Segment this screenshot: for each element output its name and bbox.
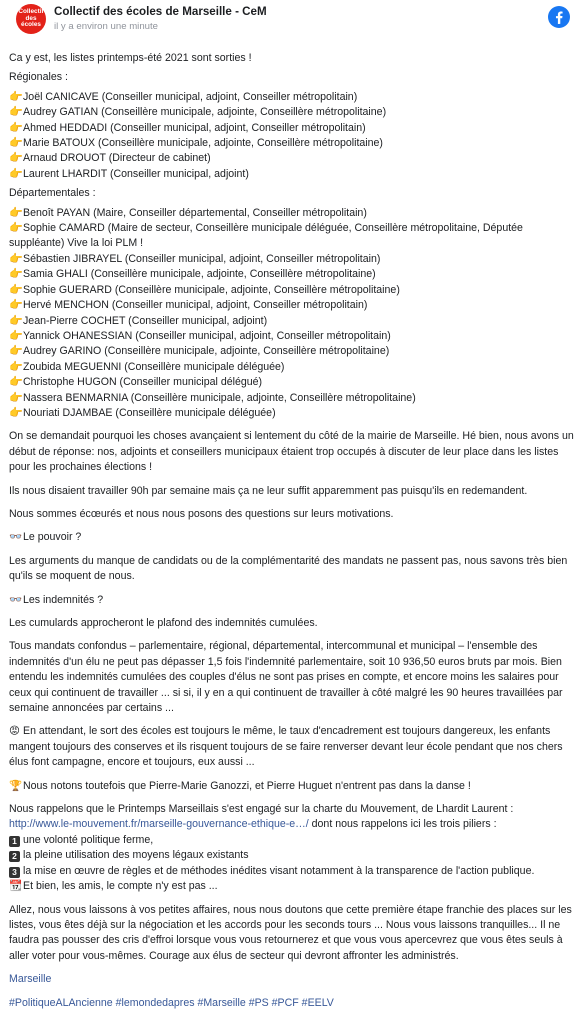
pointing-right-hand-icon: 👉 (9, 391, 23, 404)
paragraph: 😡 En attendant, le sort des écoles est toujours le même, le taux d'encadrement est toujours dangereux, les enfants mangent toujours des conserves et ils risquent toujours de se faire renverser devant leur école pendant que nos chers élus font campagne, encore et toujours, eux aussi ... (9, 725, 563, 769)
trophy-icon: 🏆 (9, 779, 23, 792)
list-item: 👉Nassera BENMARNIA (Conseillère municipale, adjointe, Conseillère métropolitaine) (9, 391, 575, 406)
list-item: 👉Joël CANICAVE (Conseiller municipal, adjoint, Conseiller métropolitain) (9, 90, 575, 105)
pointing-right-hand-icon: 👉 (9, 360, 23, 373)
hashtag-links[interactable]: #PolitiqueALAncienne #lemondedapres #Marseille #PS #PCF #EELV (9, 996, 334, 1009)
post-header (8, 0, 576, 44)
keycap-number-icon: 3 (9, 867, 20, 878)
list-item: 👉Samia GHALI (Conseillère municipale, adjointe, Conseillère métropolitaine) (9, 267, 575, 282)
keycap-number-icon: 1 (9, 836, 20, 847)
avatar-line-1: Collectif (18, 8, 44, 16)
regionales-list (9, 90, 575, 182)
pointing-right-hand-icon: 👉 (9, 167, 23, 180)
charter-section (9, 802, 575, 894)
angry-face-icon: 😡 (9, 725, 20, 738)
paragraph: Les arguments du manque de candidats ou de la complémentarité des mandats ne passent pas, nous savons très bien qu'ils se moquent de nous. (9, 554, 568, 583)
list-item: 👉Jean-Pierre COCHET (Conseiller municipal, adjoint) (9, 314, 575, 329)
list-item: 👉Audrey GARINO (Conseillère municipale, adjointe, Conseillère métropolitaine) (9, 344, 575, 359)
page-name[interactable]: Collectif des écoles de Marseille - CeM (54, 5, 267, 18)
paragraph: Nous rappelons que le Printemps Marseillais s'est engagé sur la charte du Mouvement, de Lhardit Laurent : (9, 803, 514, 816)
charter-link[interactable]: http://www.le-mouvement.fr/marseille-gouvernance-ethique-e…/ (9, 818, 309, 831)
pointing-right-hand-icon: 👉 (9, 121, 23, 134)
pointing-right-hand-icon: 👉 (9, 206, 23, 219)
pointing-right-hand-icon: 👉 (9, 137, 23, 150)
list-item: 👉Sébastien JIBRAYEL (Conseiller municipal, adjoint, Conseiller métropolitain) (9, 252, 575, 267)
list-item: 👉Audrey GATIAN (Conseillère municipale, adjointe, Conseillère métropolitaine) (9, 105, 575, 120)
list-item: 👉Christophe HUGON (Conseiller municipal délégué) (9, 375, 575, 390)
pointing-right-hand-icon: 👉 (9, 299, 23, 312)
regionales-title: Régionales : (9, 71, 68, 84)
intro-text: Ca y est, les listes printemps-été 2021 sont sorties ! (9, 52, 252, 64)
list-item: 👉Arnaud DROUOT (Directeur de cabinet) (9, 151, 575, 166)
departementales-list (9, 206, 575, 422)
paragraph: Ils nous disaient travailler 90h par semaine mais ça ne leur suffit apparemment pas puisqu'ils en redemandent. (9, 484, 528, 497)
list-item: 👉Benoît PAYAN (Maire, Conseiller départemental, Conseiller métropolitain) (9, 206, 575, 221)
list-item: 👉Yannick OHANESSIAN (Conseiller municipal, adjoint, Conseiller métropolitain) (9, 329, 575, 344)
calendar-icon: 📆 (9, 880, 23, 893)
location-tag (9, 972, 575, 987)
departementales-title: Départementales : (9, 187, 96, 200)
pointing-right-hand-icon: 👉 (9, 90, 23, 103)
post-timestamp[interactable]: il y a environ une minute (54, 21, 158, 32)
paragraph: Nous sommes écœurés et nous nous posons des questions sur leurs motivations. (9, 507, 394, 520)
location-link[interactable]: Marseille (9, 973, 52, 986)
list-item: 3 la mise en œuvre de règles et de méthodes inédites visant notamment à la transparence de l'action publique. (9, 864, 575, 879)
list-item: 👉Hervé MENCHON (Conseiller municipal, adjoint, Conseiller métropolitain) (9, 298, 575, 313)
paragraph: Allez, nous vous laissons à vos petites affaires, nous nous doutons que cette première étape franchie des places sur les listes, vous êtes déjà sur la négociation et les accords pour les seconds tours ... Nous vous laissons tranquilles... Il ne faudra pas pousser des cris d'effroi lorsque vous vous retournerez et que vous vous apercevrez que vous êtes seuls à aller voter pour vous-mêmes. Courage aux élus de secteur qui devront affronter les administrés. (9, 903, 572, 962)
paragraph: Tous mandats confondus – parlementaire, régional, départemental, intercommunal et municipal – l'ensemble des indemnités d'un élu ne peut pas dépasser 1,5 fois l'indemnité parlementaire, soit 10 936,50 euros bruts par mois. Bien entendu les indemnités cumulées des couples d'élus ne sont pas prises en compte, et encore moins les salaires pour ceux qui continuent de travailler ... si si, il y en a qui continuent de travailler à côté malgré les 90 heures travaillées par semaine annoncées par certains ... (9, 640, 563, 715)
pointing-right-hand-icon: 👉 (9, 252, 23, 265)
avatar-line-3: écoles (21, 21, 41, 29)
charter-link-line: http://www.le-mouvement.fr/marseille-gouvernance-ethique-e…/ dont nous rappelons ici les trois piliers : (9, 818, 497, 831)
hashtags (9, 996, 575, 1011)
paragraph: 📆Et bien, les amis, le compte n'y est pas ... (9, 879, 575, 894)
avatar-line-2: des (25, 14, 37, 22)
list-item: 👉Sophie CAMARD (Maire de secteur, Conseillère municipale déléguée, Conseillère métropolitaine, Députée suppléante) Vive la loi PLM ! (9, 222, 523, 250)
list-item: 👉Sophie GUERARD (Conseillère municipale, adjointe, Conseillère métropolitaine) (9, 283, 575, 298)
post-body (9, 51, 575, 1011)
page-avatar[interactable] (16, 4, 46, 34)
list-item: 👉Marie BATOUX (Conseillère municipale, adjointe, Conseillère métropolitaine) (9, 136, 575, 151)
keycap-number-icon: 2 (9, 851, 20, 862)
paragraph: On se demandait pourquoi les choses avançaient si lentement du côté de la mairie de Marseille. Hé bien, nous avons un début de réponse: nos, adjoints et conseillers municipaux étaient trop occupés à discuter de leur place dans les listes pour les prochaines élections ! (9, 430, 574, 474)
glasses-icon: 👓 (9, 531, 23, 544)
pointing-right-hand-icon: 👉 (9, 283, 23, 296)
list-item: 👉Ahmed HEDDADI (Conseiller municipal, adjoint, Conseiller métropolitain) (9, 121, 575, 136)
facebook-icon[interactable] (548, 6, 570, 28)
pointing-right-hand-icon: 👉 (9, 345, 23, 358)
list-item: 👉Nouriati DJAMBAE (Conseillère municipale déléguée) (9, 406, 575, 421)
pointing-right-hand-icon: 👉 (9, 329, 23, 342)
pointing-right-hand-icon: 👉 (9, 406, 23, 419)
glasses-icon: 👓 (9, 593, 23, 606)
list-item: 👉Laurent LHARDIT (Conseiller municipal, adjoint) (9, 167, 575, 182)
question-indemnites: 👓Les indemnités ? (9, 593, 575, 608)
paragraph: 🏆Nous notons toutefois que Pierre-Marie Ganozzi, et Pierre Huguet n'entrent pas dans la danse ! (9, 779, 575, 794)
pointing-right-hand-icon: 👉 (9, 376, 23, 389)
pointing-right-hand-icon: 👉 (9, 314, 23, 327)
pointing-right-hand-icon: 👉 (9, 222, 23, 235)
list-item: 1 une volonté politique ferme, (9, 833, 575, 848)
list-item: 👉Zoubida MEGUENNI (Conseillère municipale déléguée) (9, 360, 575, 375)
list-item: 2 la pleine utilisation des moyens légaux existants (9, 848, 575, 863)
pointing-right-hand-icon: 👉 (9, 268, 23, 281)
pointing-right-hand-icon: 👉 (9, 152, 23, 165)
pointing-right-hand-icon: 👉 (9, 106, 23, 119)
question-pouvoir: 👓Le pouvoir ? (9, 530, 575, 545)
paragraph: Les cumulards approcheront le plafond des indemnités cumulées. (9, 617, 318, 629)
